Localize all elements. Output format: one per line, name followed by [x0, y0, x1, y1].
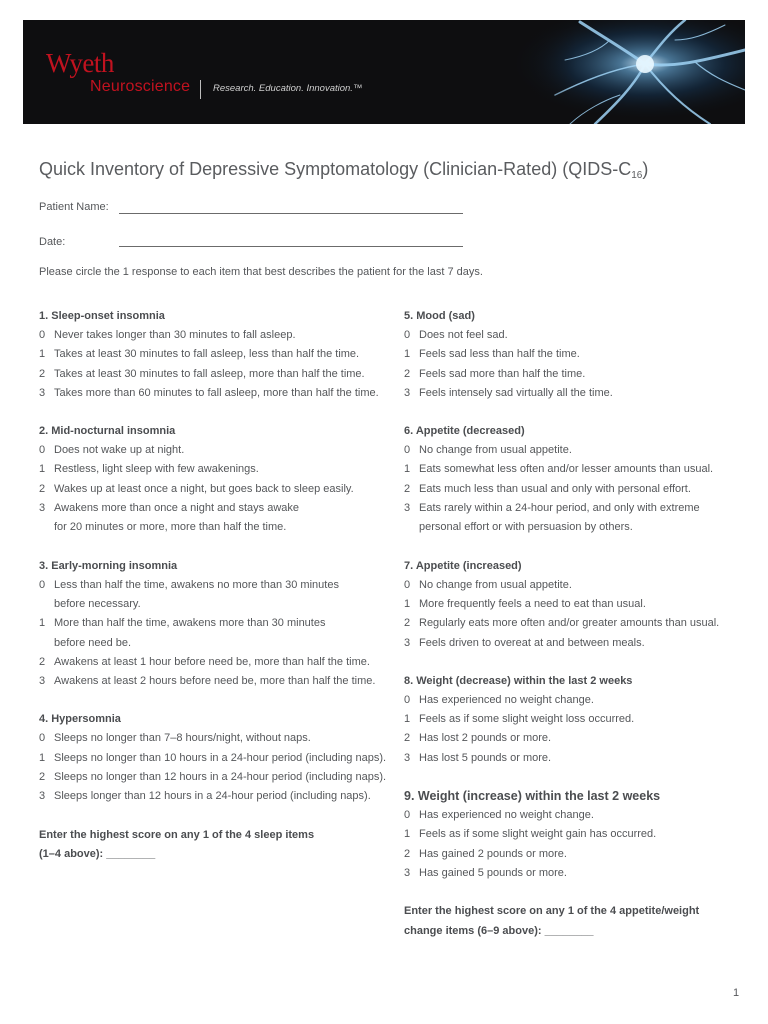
response-option[interactable]	[404, 806, 734, 825]
response-text: Regularly eats more often and/or greater amounts than usual.	[419, 617, 720, 630]
patient-name-label: Patient Name:	[39, 201, 109, 213]
response-score: 2	[404, 367, 411, 380]
response-continuation	[404, 518, 734, 537]
response-text: Feels intensely sad virtually all the time.	[419, 386, 613, 399]
left-column	[39, 307, 389, 865]
response-option[interactable]	[404, 845, 734, 864]
response-continuation	[39, 595, 389, 614]
response-score: 3	[404, 502, 411, 515]
response-option[interactable]	[39, 787, 389, 806]
date-field[interactable]	[119, 246, 463, 247]
response-option[interactable]	[404, 864, 734, 883]
brand-logo: Wyeth	[46, 48, 114, 78]
response-option[interactable]	[404, 729, 734, 748]
response-option[interactable]	[404, 460, 734, 479]
response-text: No change from usual appetite.	[419, 578, 572, 591]
response-text: Has gained 5 pounds or more.	[419, 866, 567, 879]
response-option[interactable]	[404, 384, 734, 403]
response-text: More frequently feels a need to eat than usual.	[419, 597, 646, 610]
response-text: Wakes up at least once a night, but goes back to sleep easily.	[54, 482, 354, 495]
response-score: 2	[39, 771, 46, 784]
response-option[interactable]	[404, 480, 734, 499]
response-text: Takes more than 60 minutes to fall asleep, more than half the time.	[54, 386, 379, 399]
response-continuation	[39, 518, 389, 537]
question-section	[39, 710, 389, 806]
response-score: 3	[39, 502, 46, 515]
question-title: 2. Mid-nocturnal insomnia	[39, 425, 176, 438]
response-score: 1	[39, 463, 46, 476]
response-option[interactable]	[39, 384, 389, 403]
response-score: 3	[404, 751, 411, 764]
response-text: for 20 minutes or more, more than half the time.	[54, 521, 287, 534]
response-option[interactable]	[39, 499, 389, 518]
response-continuation	[39, 634, 389, 653]
response-option[interactable]	[39, 653, 389, 672]
response-text: Never takes longer than 30 minutes to fall asleep.	[54, 329, 296, 341]
question-title: 8. Weight (decrease) within the last 2 weeks	[404, 674, 633, 687]
date-label: Date:	[39, 236, 66, 248]
response-score: 2	[39, 482, 46, 495]
response-score: 1	[39, 617, 46, 630]
response-score: 0	[404, 578, 411, 591]
response-score: 2	[404, 482, 411, 495]
question-title: 1. Sleep-onset insomnia	[39, 310, 165, 322]
instructions-text: Please circle the 1 response to each item that best describes the patient for the last 7 days.	[39, 266, 483, 278]
response-score: 3	[404, 636, 411, 649]
response-score: 1	[404, 828, 411, 841]
response-score: 1	[39, 348, 46, 361]
response-score	[404, 518, 419, 537]
response-score: 2	[404, 847, 411, 860]
response-score: 0	[404, 329, 411, 341]
response-score: 1	[404, 463, 411, 476]
response-score: 3	[39, 790, 46, 803]
question-section	[404, 557, 734, 653]
response-option[interactable]	[39, 460, 389, 479]
sleep-summary-line1: Enter the highest score on any 1 of the 4 sleep items	[39, 828, 315, 841]
response-text: Feels as if some slight weight loss occurred.	[419, 713, 635, 726]
patient-name-field[interactable]	[119, 213, 463, 214]
response-text: Sleeps no longer than 12 hours in a 24-hour period (including naps).	[54, 771, 387, 784]
response-text: No change from usual appetite.	[419, 444, 572, 457]
brand-division: Neuroscience	[90, 78, 191, 95]
response-text: Feels as if some slight weight gain has occurred.	[419, 828, 657, 841]
response-score: 0	[39, 444, 46, 457]
response-option[interactable]	[39, 749, 389, 768]
response-option[interactable]	[404, 576, 734, 595]
response-option[interactable]	[404, 326, 734, 345]
response-option[interactable]	[404, 710, 734, 729]
response-text: Feels sad more than half the time.	[419, 367, 586, 380]
response-option[interactable]	[39, 365, 389, 384]
response-score	[39, 634, 54, 653]
response-text: More than half the time, awakens more than 30 minutes	[54, 617, 326, 630]
response-text: Has gained 2 pounds or more.	[419, 847, 567, 860]
response-text: before necessary.	[54, 597, 141, 610]
response-score: 0	[39, 329, 46, 341]
question-section	[404, 307, 734, 403]
response-score: 3	[404, 866, 411, 879]
response-option[interactable]	[404, 441, 734, 460]
response-text: Sleeps longer than 12 hours in a 24-hour period (including naps).	[54, 790, 371, 803]
response-text: Awakens at least 1 hour before need be, more than half the time.	[54, 655, 370, 668]
response-text: Eats much less than usual and only with personal effort.	[419, 482, 691, 495]
response-text: Sleeps no longer than 10 hours in a 24-hour period (including naps).	[54, 751, 387, 764]
page-number: 1	[733, 987, 740, 999]
response-score: 2	[39, 655, 46, 668]
response-text: before need be.	[54, 636, 132, 649]
question-section	[404, 672, 734, 768]
brand-tagline: Research. Education. Innovation.™	[213, 83, 363, 94]
response-text: Eats rarely within a 24-hour period, and only with extreme	[419, 502, 700, 515]
sleep-summary-line2: (1–4 above): ________	[39, 848, 156, 861]
response-option[interactable]	[39, 480, 389, 499]
neuron-graphic	[485, 20, 745, 124]
question-section	[404, 787, 734, 883]
response-option[interactable]	[39, 345, 389, 364]
response-text: Has lost 5 pounds or more.	[419, 751, 552, 764]
response-score: 2	[404, 732, 411, 745]
response-text: Feels sad less than half the time.	[419, 348, 580, 361]
question-title: 3. Early-morning insomnia	[39, 559, 178, 572]
response-score: 3	[39, 386, 46, 399]
response-option[interactable]	[404, 365, 734, 384]
response-text: Eats somewhat less often and/or lesser amounts than usual.	[419, 463, 714, 476]
response-text: Does not feel sad.	[419, 329, 508, 341]
response-option[interactable]	[404, 825, 734, 844]
logo-divider	[200, 80, 201, 99]
response-option[interactable]	[39, 441, 389, 460]
response-text: Has experienced no weight change.	[419, 809, 594, 822]
response-score: 0	[404, 693, 411, 706]
response-score: 1	[404, 713, 411, 726]
response-option[interactable]	[39, 672, 389, 691]
response-option[interactable]	[404, 499, 734, 518]
response-score: 0	[39, 578, 46, 591]
question-section	[39, 307, 389, 403]
response-score: 0	[404, 444, 411, 457]
response-text: Awakens more than once a night and stays awake	[54, 502, 300, 515]
response-text: Less than half the time, awakens no more than 30 minutes	[54, 578, 339, 591]
response-score: 2	[404, 617, 411, 630]
response-option[interactable]	[39, 576, 389, 595]
response-option[interactable]	[39, 614, 389, 633]
response-score: 2	[39, 367, 46, 380]
question-title: 7. Appetite (increased)	[404, 559, 522, 572]
response-score: 3	[404, 386, 411, 399]
response-text: Has lost 2 pounds or more.	[419, 732, 552, 745]
response-score: 0	[39, 732, 46, 745]
question-section	[39, 422, 389, 537]
response-option[interactable]	[404, 345, 734, 364]
appetite-summary-line1: Enter the highest score on any 1 of the 4 appetite/weight	[404, 905, 700, 918]
response-option[interactable]	[39, 326, 389, 345]
response-score	[39, 595, 54, 614]
response-text: Does not wake up at night.	[54, 444, 185, 457]
response-score: 0	[404, 809, 411, 822]
response-score: 1	[39, 751, 46, 764]
response-option[interactable]	[39, 729, 389, 748]
response-text: Feels driven to overeat at and between meals.	[419, 636, 645, 649]
response-option[interactable]	[404, 691, 734, 710]
question-section	[404, 422, 734, 537]
question-title: 9. Weight (increase) within the last 2 weeks	[404, 789, 661, 804]
response-text: Has experienced no weight change.	[419, 693, 594, 706]
response-option[interactable]	[404, 634, 734, 653]
response-score	[39, 518, 54, 537]
response-option[interactable]	[404, 614, 734, 633]
appetite-summary-line2: change items (6–9 above): ________	[404, 924, 594, 937]
question-title: 4. Hypersomnia	[39, 713, 121, 726]
right-column	[404, 307, 734, 941]
response-text: personal effort or with persuasion by others.	[419, 521, 633, 534]
response-option[interactable]	[39, 768, 389, 787]
response-score: 1	[404, 348, 411, 361]
response-score: 3	[39, 675, 46, 688]
question-section	[39, 557, 389, 692]
response-option[interactable]	[404, 595, 734, 614]
response-text: Awakens at least 2 hours before need be, more than half the time.	[54, 675, 376, 688]
header-banner	[23, 20, 745, 124]
response-score: 1	[404, 597, 411, 610]
question-title: 6. Appetite (decreased)	[404, 425, 525, 438]
response-text: Takes at least 30 minutes to fall asleep, less than half the time.	[54, 348, 360, 361]
response-text: Takes at least 30 minutes to fall asleep, more than half the time.	[54, 367, 365, 380]
question-title: 5. Mood (sad)	[404, 310, 475, 322]
page-title: Quick Inventory of Depressive Symptomatology (Clinician-Rated) $(QIDS-C_{16})$	[39, 159, 649, 181]
response-text: Restless, light sleep with few awakenings.	[54, 463, 259, 476]
response-text: Sleeps no longer than 7–8 hours/night, without naps.	[54, 732, 311, 745]
response-option[interactable]	[404, 749, 734, 768]
